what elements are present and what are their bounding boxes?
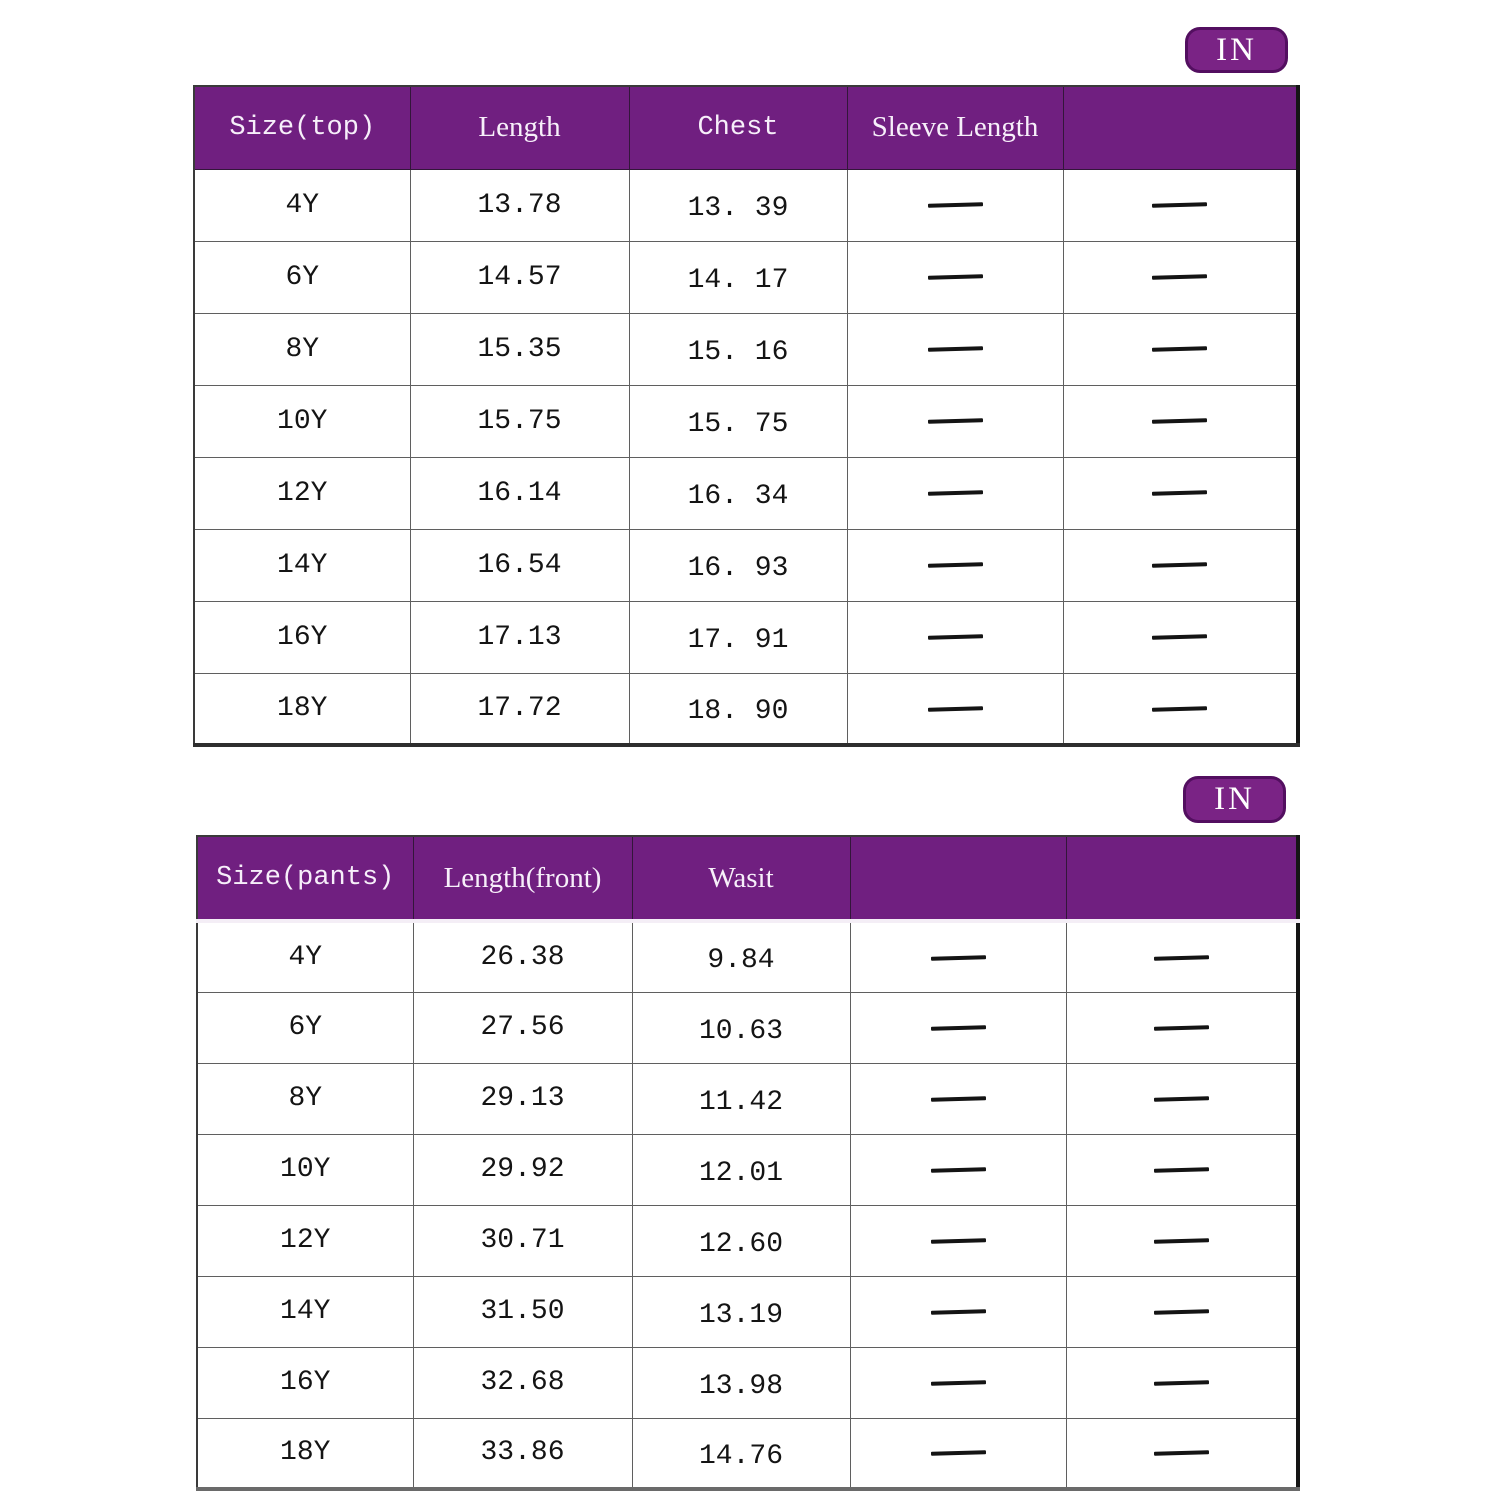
value-cell xyxy=(847,457,1063,529)
size-label-cell: 10Y xyxy=(197,1134,413,1205)
table-row xyxy=(197,1134,1298,1205)
size-chart-pants-table xyxy=(196,835,1300,1491)
value-cell: 14.57 xyxy=(410,241,629,313)
value-cell: 29.13 xyxy=(413,1063,632,1134)
value-cell: 29.92 xyxy=(413,1134,632,1205)
dash-line xyxy=(927,419,982,424)
value-cell: 30.71 xyxy=(413,1205,632,1276)
unit-badge-top: IN xyxy=(1185,27,1288,73)
dash-line xyxy=(1152,491,1207,496)
value-cell xyxy=(1066,992,1298,1063)
table-row xyxy=(197,992,1298,1063)
dash-line xyxy=(1152,563,1207,568)
value-cell xyxy=(1066,1134,1298,1205)
value-cell xyxy=(1063,241,1298,313)
value-cell: 14.76 xyxy=(632,1418,850,1489)
value-cell: 13.19 xyxy=(632,1276,850,1347)
value-cell xyxy=(1063,457,1298,529)
value-cell xyxy=(847,385,1063,457)
dash-line xyxy=(1152,635,1207,640)
value-cell: 16.54 xyxy=(410,529,629,601)
value-cell: 13. 39 xyxy=(629,169,847,241)
size-label-cell: 6Y xyxy=(194,241,410,313)
dash-line xyxy=(927,563,982,568)
value-cell: 12.01 xyxy=(632,1134,850,1205)
table-row xyxy=(194,241,1298,313)
value-cell: 15. 16 xyxy=(629,313,847,385)
dash-line xyxy=(930,1096,985,1101)
value-cell: 33.86 xyxy=(413,1418,632,1489)
value-cell: 16.14 xyxy=(410,457,629,529)
value-cell xyxy=(847,673,1063,745)
column-header-waist: Wasit xyxy=(632,836,850,921)
value-cell xyxy=(847,313,1063,385)
value-cell xyxy=(850,992,1066,1063)
value-cell: 9.84 xyxy=(632,921,850,992)
value-cell: 15.75 xyxy=(410,385,629,457)
size-chart-top-table xyxy=(193,85,1300,747)
dash-line xyxy=(930,1167,985,1172)
dash-line xyxy=(930,1450,985,1455)
dash-line xyxy=(927,491,982,496)
value-cell: 13.78 xyxy=(410,169,629,241)
value-cell xyxy=(850,1134,1066,1205)
dash-line xyxy=(930,1238,985,1243)
size-label-cell: 14Y xyxy=(194,529,410,601)
value-cell xyxy=(850,1063,1066,1134)
unit-badge-bottom: IN xyxy=(1183,776,1286,823)
size-label-cell: 12Y xyxy=(194,457,410,529)
value-cell xyxy=(847,529,1063,601)
value-cell: 17. 91 xyxy=(629,601,847,673)
dash-line xyxy=(927,706,982,711)
value-cell: 15.35 xyxy=(410,313,629,385)
value-cell xyxy=(847,169,1063,241)
value-cell: 12.60 xyxy=(632,1205,850,1276)
pants-table-body xyxy=(197,921,1298,1489)
table-row xyxy=(197,1347,1298,1418)
table-row xyxy=(194,169,1298,241)
dash-line xyxy=(1154,1450,1209,1455)
size-label-cell: 6Y xyxy=(197,992,413,1063)
dash-line xyxy=(927,635,982,640)
dash-line xyxy=(930,955,985,960)
value-cell xyxy=(1066,1205,1298,1276)
value-cell xyxy=(847,601,1063,673)
size-label-cell: 4Y xyxy=(194,169,410,241)
size-label-cell: 4Y xyxy=(197,921,413,992)
value-cell xyxy=(1063,529,1298,601)
size-label-cell: 14Y xyxy=(197,1276,413,1347)
column-header-size-top: Size(top) xyxy=(194,86,410,169)
value-cell xyxy=(1063,313,1298,385)
column-header-length-front: Length(front) xyxy=(413,836,632,921)
table-row xyxy=(197,921,1298,992)
dash-line xyxy=(1152,203,1207,208)
value-cell: 31.50 xyxy=(413,1276,632,1347)
value-cell: 26.38 xyxy=(413,921,632,992)
value-cell: 18. 90 xyxy=(629,673,847,745)
value-cell: 13.98 xyxy=(632,1347,850,1418)
value-cell xyxy=(1066,921,1298,992)
dash-line xyxy=(1152,347,1207,352)
value-cell xyxy=(850,1276,1066,1347)
value-cell xyxy=(847,241,1063,313)
value-cell: 10.63 xyxy=(632,992,850,1063)
value-cell xyxy=(850,1347,1066,1418)
dash-line xyxy=(930,1025,985,1030)
dash-line xyxy=(1154,1096,1209,1101)
size-label-cell: 18Y xyxy=(197,1418,413,1489)
value-cell: 16. 34 xyxy=(629,457,847,529)
size-label-cell: 18Y xyxy=(194,673,410,745)
value-cell xyxy=(850,1205,1066,1276)
value-cell: 15. 75 xyxy=(629,385,847,457)
table-row xyxy=(194,313,1298,385)
size-label-cell: 8Y xyxy=(194,313,410,385)
dash-line xyxy=(1152,419,1207,424)
dash-line xyxy=(930,1309,985,1314)
column-header-sleeve-length: Sleeve Length xyxy=(847,86,1063,169)
table-row xyxy=(194,601,1298,673)
size-label-cell: 16Y xyxy=(194,601,410,673)
value-cell: 32.68 xyxy=(413,1347,632,1418)
dash-line xyxy=(1154,1025,1209,1030)
value-cell: 27.56 xyxy=(413,992,632,1063)
dash-line xyxy=(1152,275,1207,280)
dash-line xyxy=(927,347,982,352)
column-header-empty xyxy=(850,836,1066,921)
column-header-length: Length xyxy=(410,86,629,169)
table-row xyxy=(194,529,1298,601)
dash-line xyxy=(1154,1309,1209,1314)
dash-line xyxy=(1152,706,1207,711)
size-label-cell: 8Y xyxy=(197,1063,413,1134)
value-cell xyxy=(850,1418,1066,1489)
dash-line xyxy=(1154,1167,1209,1172)
value-cell: 16. 93 xyxy=(629,529,847,601)
value-cell xyxy=(1063,601,1298,673)
value-cell xyxy=(1063,673,1298,745)
value-cell: 11.42 xyxy=(632,1063,850,1134)
dash-line xyxy=(1154,1238,1209,1243)
size-label-cell: 16Y xyxy=(197,1347,413,1418)
table-row xyxy=(197,1276,1298,1347)
size-label-cell: 10Y xyxy=(194,385,410,457)
size-label-cell: 12Y xyxy=(197,1205,413,1276)
dash-line xyxy=(927,203,982,208)
dash-line xyxy=(1154,955,1209,960)
table-row xyxy=(194,457,1298,529)
value-cell xyxy=(850,921,1066,992)
value-cell: 17.72 xyxy=(410,673,629,745)
value-cell xyxy=(1063,169,1298,241)
value-cell xyxy=(1066,1063,1298,1134)
value-cell: 14. 17 xyxy=(629,241,847,313)
column-header-empty xyxy=(1063,86,1298,169)
table-row xyxy=(194,385,1298,457)
header-row xyxy=(194,86,1298,169)
top-table-body xyxy=(194,169,1298,745)
value-cell xyxy=(1066,1347,1298,1418)
dash-line xyxy=(927,275,982,280)
value-cell xyxy=(1066,1418,1298,1489)
value-cell xyxy=(1063,385,1298,457)
table-row xyxy=(197,1205,1298,1276)
value-cell xyxy=(1066,1276,1298,1347)
column-header-empty xyxy=(1066,836,1298,921)
table-row xyxy=(197,1063,1298,1134)
dash-line xyxy=(930,1380,985,1385)
value-cell: 17.13 xyxy=(410,601,629,673)
dash-line xyxy=(1154,1380,1209,1385)
table-row xyxy=(194,673,1298,745)
column-header-chest: Chest xyxy=(629,86,847,169)
header-row xyxy=(197,836,1298,921)
column-header-size-pants: Size(pants) xyxy=(197,836,413,921)
table-row xyxy=(197,1418,1298,1489)
